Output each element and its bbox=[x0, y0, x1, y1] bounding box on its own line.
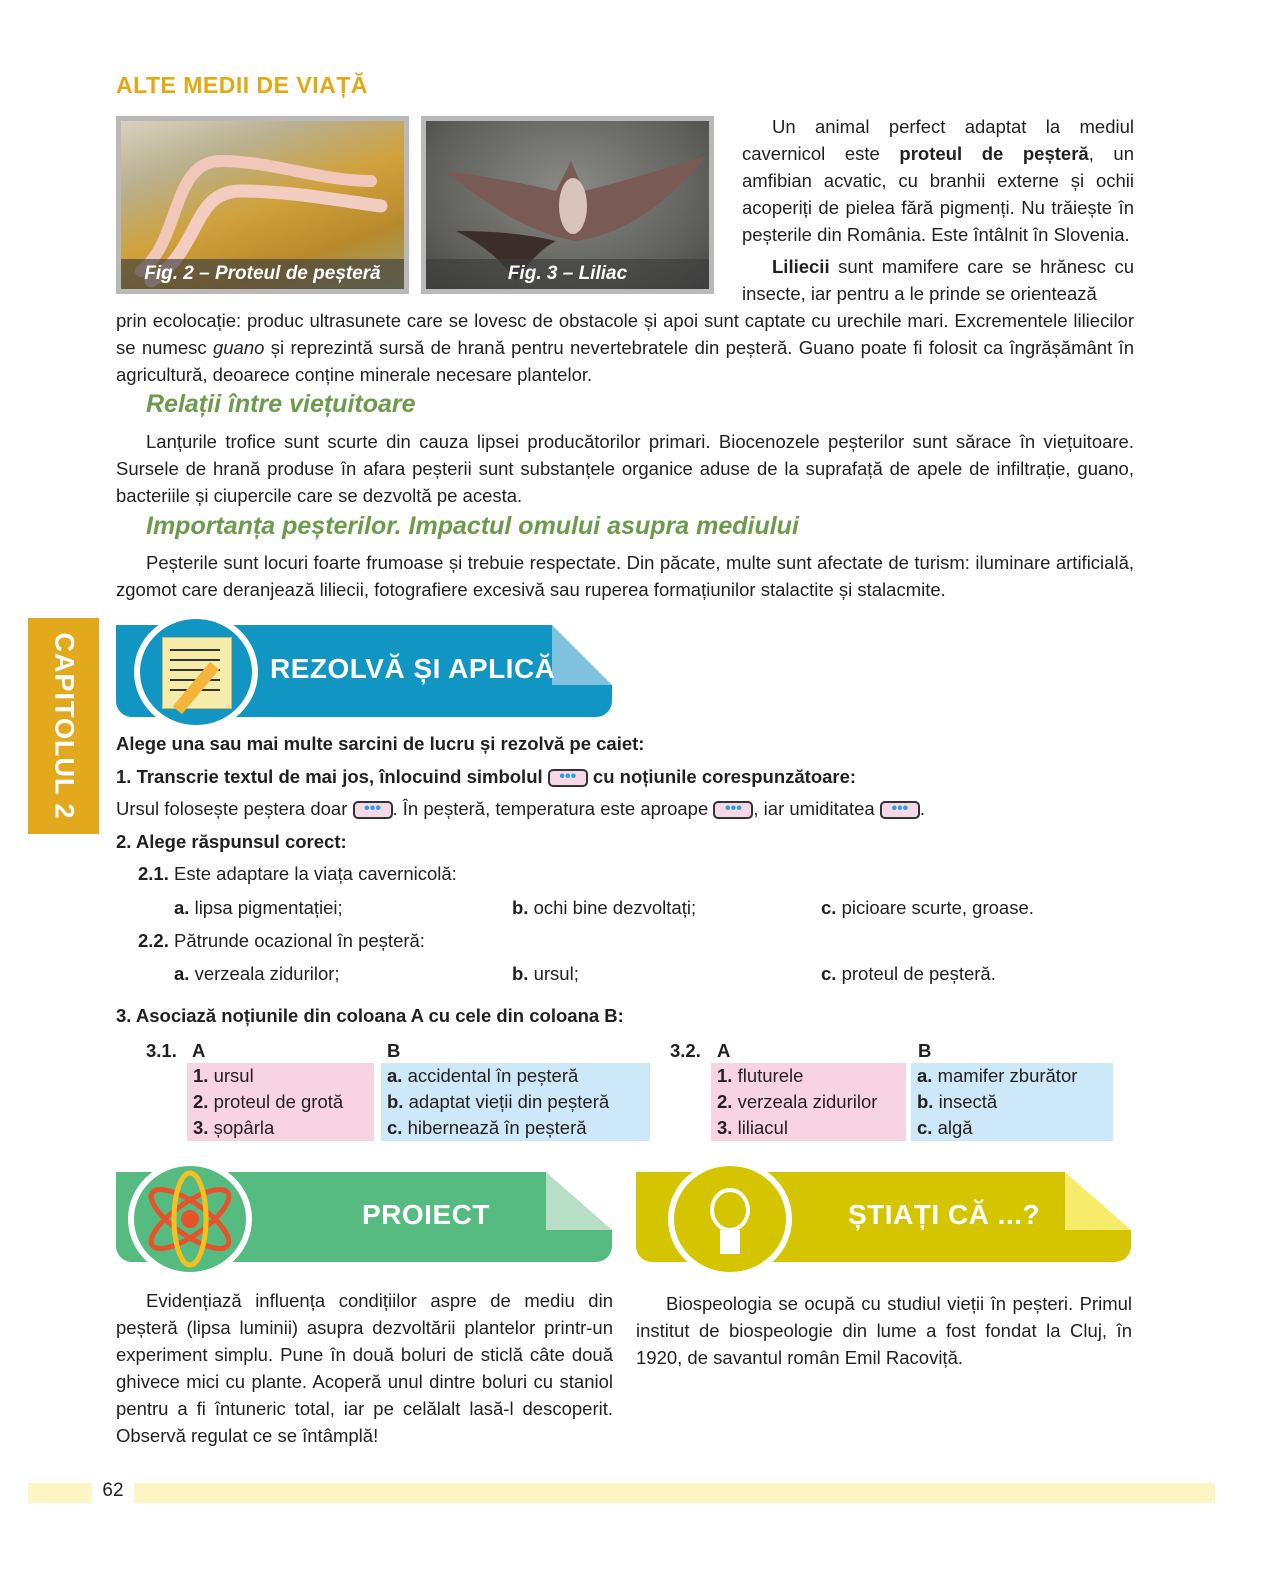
banner-title: PROIECT bbox=[362, 1199, 490, 1230]
bats-paragraph-start bbox=[742, 253, 1134, 307]
bold-term: Liliecii bbox=[772, 256, 830, 277]
heading-importanta: Importanța peșterilor. Impactul omului asupra mediului bbox=[146, 512, 799, 540]
italic-term: guano bbox=[212, 337, 265, 358]
text: Un animal perfect adaptat la mediul cavernicol este bbox=[742, 116, 1134, 164]
proiect-banner bbox=[116, 1172, 612, 1262]
heading-relatii: Relații între viețuitoare bbox=[146, 390, 416, 418]
page-number: 62 bbox=[92, 1480, 134, 1506]
text: ochi bine dezvoltați; bbox=[528, 897, 697, 918]
column-b-header: B bbox=[387, 1040, 401, 1061]
ellipsis-symbol-icon: ••• bbox=[548, 769, 588, 787]
text: lipsa pigmentației; bbox=[189, 897, 343, 918]
relatii-paragraph: Lanțurile trofice sunt scurte din cauza lipsei producătorilor primari. Biocenozele peșterilor sunt sărace în viețuitoare. Sursele de hrană produse în afara peșterii sunt substanțele organice aduse de la suprafață de apele de infiltrație, guano, bacteriile și ciupercile care se dezvoltă pe acesta. bbox=[116, 431, 1134, 506]
table-3-1-number: 3.1. bbox=[146, 1040, 177, 1061]
letter: c. bbox=[821, 897, 837, 918]
proteus-paragraph bbox=[742, 113, 1134, 248]
table-3-1-column-b bbox=[381, 1063, 650, 1141]
option bbox=[512, 960, 579, 987]
table-3-2-column-a bbox=[711, 1063, 906, 1141]
table-3-2-column-b bbox=[911, 1063, 1113, 1141]
page-fold bbox=[1065, 1172, 1131, 1230]
banner-title: ȘTIAȚI CĂ ...? bbox=[848, 1199, 1041, 1230]
list-item: a. mamifer zburător bbox=[917, 1065, 1078, 1086]
text: Ursul folosește peștera doar bbox=[116, 798, 348, 819]
list-item: 1. ursul bbox=[193, 1065, 254, 1086]
text: verzeala zidurilor; bbox=[189, 963, 340, 984]
figure-bat bbox=[421, 116, 714, 294]
instruction: Alege una sau mai multe sarcini de lucru și rezolvă pe caiet: bbox=[116, 733, 645, 754]
text: sunt mamifere care se hrănesc cu insecte, iar pentru a le prinde se orientează bbox=[742, 256, 1134, 304]
ellipsis-symbol-icon: ••• bbox=[713, 801, 753, 819]
list-item: c. hibernează în peșteră bbox=[387, 1117, 587, 1138]
option bbox=[174, 960, 340, 987]
list-item: b. adaptat vieții din peșteră bbox=[387, 1091, 610, 1112]
figure-caption: Fig. 3 – Liliac bbox=[426, 259, 709, 289]
list-item: 1. fluturele bbox=[717, 1065, 804, 1086]
question-2: 2. Alege răspunsul corect: bbox=[116, 831, 347, 852]
lightbulb-icon bbox=[668, 1160, 792, 1278]
column-a-header: A bbox=[192, 1040, 206, 1061]
stiati-paragraph: Biospeologia se ocupă cu studiul vieții în peșteri. Primul institut de biospeologie din lume a fost fondat la Cluj, în 1920, de savantul român Emil Racoviță. bbox=[636, 1293, 1132, 1368]
number: 2.2. bbox=[138, 930, 169, 951]
text: Pătrunde ocazional în peșteră: bbox=[174, 930, 425, 951]
banner-title: REZOLVĂ ȘI APLICĂ bbox=[270, 653, 556, 684]
proiect-paragraph: Evidențiază influența condițiilor aspre de mediu din peșteră (lipsa luminii) asupra dezvoltării plantelor printr-un experiment simplu. Pune în două boluri de sticlă câte două ghivece mici cu plante. Acoperă unul dintre boluri cu staniol pentru a fi întuneric total, iar pe celălalt lasă-l descoperit. Observă regulat ce se întâmplă! bbox=[116, 1290, 613, 1446]
importanta-paragraph: Peșterile sunt locuri foarte frumoase și trebuie respectate. Din păcate, multe sunt afectate de turism: iluminare artificială, zgomot care deranjează liliecii, fotografiere excesivă sau ruperea formațiunilor stalactite și stalacmite. bbox=[116, 552, 1134, 600]
list-item: 2. proteul de grotă bbox=[193, 1091, 344, 1112]
text: prin ecolocație: produc ultrasunete care se lovesc de obstacole și apoi sunt captate cu urechile mari. Excrementele liliecilor se numesc bbox=[116, 310, 1134, 358]
text: și reprezintă sursă de hrană pentru nevertebratele din peșteră. Guano poate fi folosit ca îngrășământ în agricultură, deoarece conține minerale necesare plantelor. bbox=[116, 337, 1134, 385]
text: Este adaptare la viața cavernicolă: bbox=[174, 863, 457, 884]
list-item: a. accidental în peșteră bbox=[387, 1065, 579, 1086]
text: 1. Transcrie textul de mai jos, înlocuind simbolul bbox=[116, 766, 543, 787]
list-item: c. algă bbox=[917, 1117, 973, 1138]
question-3: 3. Asociază noțiunile din coloana A cu cele din coloana B: bbox=[116, 1005, 624, 1026]
column-a-header: A bbox=[717, 1040, 731, 1061]
letter: a. bbox=[174, 897, 190, 918]
table-3-1-column-a bbox=[187, 1063, 374, 1141]
page-fold bbox=[546, 1172, 612, 1230]
text: , iar umiditatea bbox=[753, 798, 875, 819]
question-2-1 bbox=[138, 860, 457, 887]
letter: c. bbox=[821, 963, 837, 984]
footer-bar bbox=[28, 1480, 1215, 1503]
text: cu noțiunile corespunzătoare: bbox=[592, 766, 857, 787]
bats-paragraph-cont bbox=[116, 307, 1134, 388]
list-item: 3. liliacul bbox=[717, 1117, 788, 1138]
question-2-2 bbox=[138, 927, 425, 954]
question-1 bbox=[116, 763, 856, 790]
option bbox=[821, 960, 996, 987]
figure-caption: Fig. 2 – Proteul de peșteră bbox=[121, 259, 404, 289]
letter: b. bbox=[512, 897, 529, 918]
chapter-tab bbox=[28, 618, 99, 834]
atom-icon bbox=[128, 1160, 252, 1278]
text: ursul; bbox=[528, 963, 579, 984]
chapter-label: CAPITOLUL 2 bbox=[49, 632, 79, 820]
stiati-banner bbox=[636, 1172, 1131, 1262]
list-item: 2. verzeala zidurilor bbox=[717, 1091, 878, 1112]
question-1-sentence bbox=[116, 795, 925, 822]
text: proteul de peșteră. bbox=[836, 963, 996, 984]
letter: a. bbox=[174, 963, 190, 984]
column-b-header: B bbox=[918, 1040, 932, 1061]
section-title: ALTE MEDII DE VIAȚĂ bbox=[116, 72, 368, 98]
bold-term: proteul de peșteră bbox=[899, 143, 1089, 164]
page-fold bbox=[552, 625, 612, 685]
table-3-2-number: 3.2. bbox=[670, 1040, 701, 1061]
list-item: b. insectă bbox=[917, 1091, 998, 1112]
option bbox=[174, 894, 343, 921]
number: 2.1. bbox=[138, 863, 169, 884]
text: . bbox=[919, 798, 926, 819]
ellipsis-symbol-icon: ••• bbox=[880, 801, 920, 819]
text: picioare scurte, groase. bbox=[836, 897, 1034, 918]
option bbox=[512, 894, 696, 921]
text: , un amfibian acvatic, cu branhii externe și ochii acoperiți de pielea fără pigmenți. Nu trăiește în peșterile din România. Este întâlnit în Slovenia. bbox=[742, 143, 1134, 245]
text: . În peșteră, temperatura este aproape bbox=[392, 798, 709, 819]
letter: b. bbox=[512, 963, 529, 984]
list-item: 3. șopârla bbox=[193, 1117, 275, 1138]
ellipsis-symbol-icon: ••• bbox=[353, 801, 393, 819]
notepad-pencil-icon bbox=[134, 613, 258, 731]
option bbox=[821, 894, 1034, 921]
rezolva-banner bbox=[116, 625, 612, 717]
figure-proteus bbox=[116, 116, 409, 294]
